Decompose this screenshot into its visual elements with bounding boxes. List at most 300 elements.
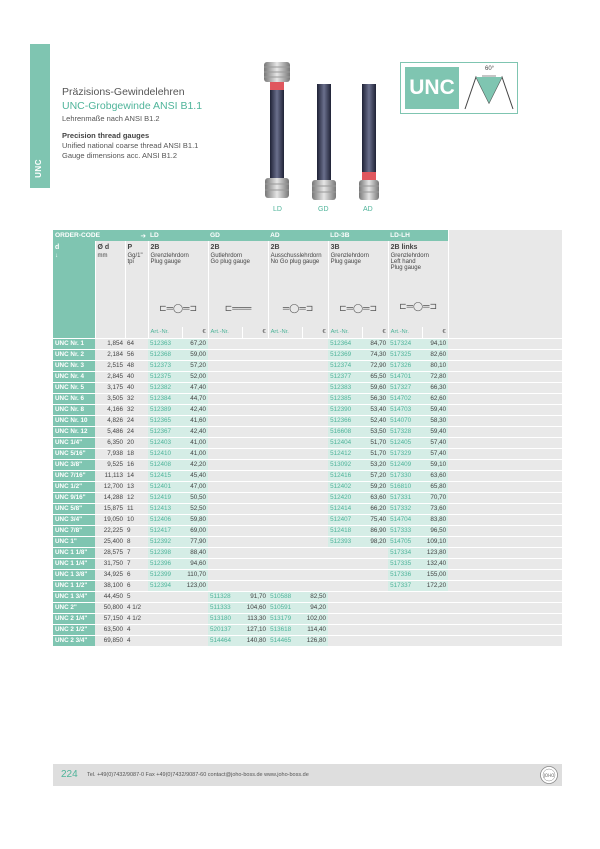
diameter-mm: 15,875 bbox=[95, 503, 125, 514]
col-p-head: P Gg/1" tpi bbox=[125, 241, 148, 327]
art-nr-b3 bbox=[328, 569, 362, 580]
table-row bbox=[53, 547, 562, 558]
price-b3: 59,60 bbox=[362, 382, 388, 393]
row-blank bbox=[448, 569, 562, 580]
pitch-tpi: 24 bbox=[125, 426, 148, 437]
art-nr-b3: 512402 bbox=[328, 481, 362, 492]
price-lh: 72,80 bbox=[422, 371, 448, 382]
diameter-mm: 38,100 bbox=[95, 580, 125, 591]
price-ld: 88,40 bbox=[182, 547, 208, 558]
price-gd: 113,30 bbox=[242, 613, 268, 624]
header-ld-3b: LD-3B bbox=[328, 230, 388, 241]
price-ad bbox=[302, 426, 328, 437]
diameter-mm: 2,515 bbox=[95, 360, 125, 371]
price-ad bbox=[302, 382, 328, 393]
price-lh: 155,00 bbox=[422, 569, 448, 580]
price-ad bbox=[302, 569, 328, 580]
price-lh bbox=[422, 624, 448, 635]
row-blank bbox=[448, 349, 562, 360]
price-ad bbox=[302, 580, 328, 591]
table-row bbox=[53, 613, 562, 624]
pitch-tpi: 12 bbox=[125, 492, 148, 503]
price-ad bbox=[302, 536, 328, 547]
art-nr-ld: 512415 bbox=[148, 470, 182, 481]
thread-size: UNC 3/8" bbox=[53, 459, 95, 470]
gauge-ld-image bbox=[262, 60, 292, 202]
euro-label: € bbox=[422, 327, 448, 338]
art-nr-ld: 512417 bbox=[148, 525, 182, 536]
table-row bbox=[53, 569, 562, 580]
table-row bbox=[53, 426, 562, 437]
art-nr-ld bbox=[148, 624, 182, 635]
art-nr-ad bbox=[268, 371, 302, 382]
diameter-mm: 1,854 bbox=[95, 338, 125, 349]
art-nr-ld: 512384 bbox=[148, 393, 182, 404]
row-blank bbox=[448, 602, 562, 613]
diameter-mm: 31,750 bbox=[95, 558, 125, 569]
gauge-gd-label: GD bbox=[318, 206, 329, 213]
art-nr-b3: 512412 bbox=[328, 448, 362, 459]
unc-badge-label: UNC bbox=[405, 67, 459, 109]
row-blank bbox=[448, 635, 562, 646]
art-nr-ad: 510591 bbox=[268, 602, 302, 613]
price-ld: 110,70 bbox=[182, 569, 208, 580]
art-nr-ad bbox=[268, 525, 302, 536]
art-nr-gd bbox=[208, 437, 242, 448]
thread-size: UNC 5/16" bbox=[53, 448, 95, 459]
table-row bbox=[53, 360, 562, 371]
price-lh: 59,40 bbox=[422, 426, 448, 437]
row-blank bbox=[448, 360, 562, 371]
row-blank bbox=[448, 404, 562, 415]
art-nr-ld bbox=[148, 602, 182, 613]
price-b3: 51,70 bbox=[362, 437, 388, 448]
price-ld: 42,20 bbox=[182, 459, 208, 470]
price-lh: 59,40 bbox=[422, 404, 448, 415]
art-nr-lh: 517332 bbox=[388, 503, 422, 514]
price-lh: 66,30 bbox=[422, 382, 448, 393]
art-nr-b3 bbox=[328, 602, 362, 613]
price-ad: 82,50 bbox=[302, 591, 328, 602]
art-nr-lh: 517337 bbox=[388, 580, 422, 591]
euro-label: € bbox=[182, 327, 208, 338]
thread-size: UNC Nr. 10 bbox=[53, 415, 95, 426]
price-ld: 41,60 bbox=[182, 415, 208, 426]
price-ad bbox=[302, 503, 328, 514]
price-ld: 59,00 bbox=[182, 349, 208, 360]
art-nr-ad bbox=[268, 382, 302, 393]
thread-size: UNC Nr. 1 bbox=[53, 338, 95, 349]
table-row bbox=[53, 558, 562, 569]
art-nr-b3: 512385 bbox=[328, 393, 362, 404]
price-ld bbox=[182, 635, 208, 646]
artnr-label: Art.-Nr. bbox=[388, 327, 422, 338]
price-gd bbox=[242, 426, 268, 437]
table-row bbox=[53, 514, 562, 525]
art-nr-gd bbox=[208, 558, 242, 569]
pitch-tpi: 10 bbox=[125, 514, 148, 525]
table-row bbox=[53, 591, 562, 602]
price-ld: 44,70 bbox=[182, 393, 208, 404]
art-nr-gd bbox=[208, 338, 242, 349]
row-blank bbox=[448, 437, 562, 448]
thread-profile-icon bbox=[463, 73, 515, 111]
price-b3 bbox=[362, 624, 388, 635]
table-row bbox=[53, 371, 562, 382]
price-ad bbox=[302, 448, 328, 459]
pitch-tpi: 16 bbox=[125, 459, 148, 470]
art-nr-ad bbox=[268, 492, 302, 503]
table-row bbox=[53, 393, 562, 404]
price-gd bbox=[242, 525, 268, 536]
art-nr-gd: 514464 bbox=[208, 635, 242, 646]
price-ld: 123,00 bbox=[182, 580, 208, 591]
art-nr-lh: 514701 bbox=[388, 371, 422, 382]
gauge-table bbox=[53, 230, 562, 646]
price-ld: 77,90 bbox=[182, 536, 208, 547]
price-ld bbox=[182, 624, 208, 635]
price-gd bbox=[242, 393, 268, 404]
pitch-tpi: 48 bbox=[125, 360, 148, 371]
price-b3 bbox=[362, 635, 388, 646]
price-gd bbox=[242, 448, 268, 459]
pitch-tpi: 8 bbox=[125, 536, 148, 547]
pitch-tpi: 6 bbox=[125, 569, 148, 580]
table-row bbox=[53, 635, 562, 646]
price-lh: 62,60 bbox=[422, 393, 448, 404]
price-ad bbox=[302, 349, 328, 360]
row-blank bbox=[448, 536, 562, 547]
price-lh: 96,50 bbox=[422, 525, 448, 536]
art-nr-b3: 512374 bbox=[328, 360, 362, 371]
art-nr-ad: 514465 bbox=[268, 635, 302, 646]
art-nr-ad bbox=[268, 514, 302, 525]
nogo-gauge-icon: ═◯═⊐ bbox=[282, 303, 314, 313]
art-nr-ad bbox=[268, 426, 302, 437]
diameter-mm: 3,505 bbox=[95, 393, 125, 404]
group-ld3b-desc: 3B Grenzlehrdorn Plug gauge ⊏═◯═⊐ bbox=[328, 241, 388, 327]
price-gd bbox=[242, 569, 268, 580]
row-blank bbox=[448, 591, 562, 602]
diameter-mm: 57,150 bbox=[95, 613, 125, 624]
group-ldlh-desc: 2B links Grenzlehrdorn Left hand Plug gauge ⊏═◯═⊐ bbox=[388, 241, 448, 327]
diameter-mm: 7,938 bbox=[95, 448, 125, 459]
price-ad: 102,00 bbox=[302, 613, 328, 624]
thread-size: UNC 9/16" bbox=[53, 492, 95, 503]
art-nr-gd bbox=[208, 503, 242, 514]
art-nr-ld: 512399 bbox=[148, 569, 182, 580]
side-tab-label: UNC bbox=[34, 159, 43, 178]
art-nr-b3 bbox=[328, 580, 362, 591]
diameter-mm: 19,050 bbox=[95, 514, 125, 525]
table-blank-col bbox=[448, 230, 562, 338]
price-lh: 123,80 bbox=[422, 547, 448, 558]
art-nr-lh: 517336 bbox=[388, 569, 422, 580]
row-blank bbox=[448, 580, 562, 591]
art-nr-ld bbox=[148, 613, 182, 624]
gauge-ad-label: AD bbox=[363, 206, 373, 213]
art-nr-gd bbox=[208, 569, 242, 580]
art-nr-ld bbox=[148, 635, 182, 646]
price-ld: 52,50 bbox=[182, 503, 208, 514]
thread-size: UNC 1 3/4" bbox=[53, 591, 95, 602]
diameter-mm: 2,184 bbox=[95, 349, 125, 360]
row-blank bbox=[448, 613, 562, 624]
art-nr-ld: 512392 bbox=[148, 536, 182, 547]
art-nr-ld: 512389 bbox=[148, 404, 182, 415]
table-row bbox=[53, 525, 562, 536]
art-nr-lh: 517328 bbox=[388, 426, 422, 437]
price-ld: 42,40 bbox=[182, 426, 208, 437]
price-ad bbox=[302, 481, 328, 492]
table-row bbox=[53, 481, 562, 492]
pitch-tpi: 4 bbox=[125, 635, 148, 646]
row-blank bbox=[448, 426, 562, 437]
diameter-mm: 25,400 bbox=[95, 536, 125, 547]
pitch-tpi: 7 bbox=[125, 558, 148, 569]
row-blank bbox=[448, 503, 562, 514]
heading-en-line3: Gauge dimensions acc. ANSI B1.2 bbox=[62, 151, 178, 160]
price-ld: 47,00 bbox=[182, 481, 208, 492]
euro-label: € bbox=[242, 327, 268, 338]
price-gd bbox=[242, 437, 268, 448]
art-nr-ld: 512398 bbox=[148, 547, 182, 558]
art-nr-b3: 512369 bbox=[328, 349, 362, 360]
price-lh: 172,20 bbox=[422, 580, 448, 591]
pitch-tpi: 13 bbox=[125, 481, 148, 492]
art-nr-b3: 512377 bbox=[328, 371, 362, 382]
price-ad bbox=[302, 547, 328, 558]
row-blank bbox=[448, 514, 562, 525]
table-row bbox=[53, 492, 562, 503]
row-blank bbox=[448, 459, 562, 470]
price-b3 bbox=[362, 591, 388, 602]
art-nr-b3 bbox=[328, 591, 362, 602]
page-title: Präzisions-Gewindelehren bbox=[62, 86, 185, 98]
art-nr-lh: 517330 bbox=[388, 470, 422, 481]
thread-size: UNC 7/8" bbox=[53, 525, 95, 536]
art-nr-ad bbox=[268, 437, 302, 448]
artnr-label: Art.-Nr. bbox=[148, 327, 182, 338]
art-nr-ad bbox=[268, 558, 302, 569]
price-b3: 75,40 bbox=[362, 514, 388, 525]
table-row bbox=[53, 382, 562, 393]
art-nr-ld: 512382 bbox=[148, 382, 182, 393]
price-b3: 52,40 bbox=[362, 415, 388, 426]
diameter-mm: 6,350 bbox=[95, 437, 125, 448]
price-ld: 69,00 bbox=[182, 525, 208, 536]
price-gd bbox=[242, 514, 268, 525]
artnr-label: Art.-Nr. bbox=[208, 327, 242, 338]
pitch-tpi: 5 bbox=[125, 591, 148, 602]
price-lh bbox=[422, 613, 448, 624]
art-nr-b3 bbox=[328, 547, 362, 558]
art-nr-lh: 517325 bbox=[388, 349, 422, 360]
art-nr-gd bbox=[208, 481, 242, 492]
price-gd bbox=[242, 415, 268, 426]
row-blank bbox=[448, 525, 562, 536]
price-lh: 57,40 bbox=[422, 437, 448, 448]
art-nr-b3: 512416 bbox=[328, 470, 362, 481]
price-b3 bbox=[362, 558, 388, 569]
price-b3: 59,20 bbox=[362, 481, 388, 492]
diameter-mm: 44,450 bbox=[95, 591, 125, 602]
art-nr-gd: 520137 bbox=[208, 624, 242, 635]
art-nr-ad bbox=[268, 448, 302, 459]
pitch-tpi: 6 bbox=[125, 580, 148, 591]
table-row bbox=[53, 580, 562, 591]
price-ad: 94,20 bbox=[302, 602, 328, 613]
thread-size: UNC 2" bbox=[53, 602, 95, 613]
thread-size: UNC Nr. 6 bbox=[53, 393, 95, 404]
pitch-tpi: 4 bbox=[125, 624, 148, 635]
artnr-label: Art.-Nr. bbox=[328, 327, 362, 338]
art-nr-ld bbox=[148, 591, 182, 602]
price-lh: 63,60 bbox=[422, 470, 448, 481]
svg-text:JOHO: JOHO bbox=[543, 773, 555, 778]
row-blank bbox=[448, 382, 562, 393]
price-ld: 41,00 bbox=[182, 448, 208, 459]
art-nr-ad bbox=[268, 580, 302, 591]
art-nr-gd bbox=[208, 580, 242, 591]
price-ld: 57,20 bbox=[182, 360, 208, 371]
price-gd bbox=[242, 558, 268, 569]
diameter-mm: 4,166 bbox=[95, 404, 125, 415]
table-row bbox=[53, 602, 562, 613]
price-ad bbox=[302, 404, 328, 415]
art-nr-gd bbox=[208, 426, 242, 437]
art-nr-b3: 512383 bbox=[328, 382, 362, 393]
art-nr-b3 bbox=[328, 613, 362, 624]
art-nr-b3: 512404 bbox=[328, 437, 362, 448]
page-subtitle: UNC-Grobgewinde ANSI B1.1 bbox=[62, 100, 203, 112]
heading-en-title: Precision thread gauges bbox=[62, 131, 150, 140]
gauge-ad-image bbox=[354, 82, 384, 202]
price-b3: 57,20 bbox=[362, 470, 388, 481]
art-nr-lh bbox=[388, 602, 422, 613]
art-nr-ld: 512419 bbox=[148, 492, 182, 503]
thread-size: UNC Nr. 12 bbox=[53, 426, 95, 437]
thread-size: UNC Nr. 5 bbox=[53, 382, 95, 393]
art-nr-ad bbox=[268, 547, 302, 558]
thread-angle-label: 60° bbox=[485, 66, 495, 72]
art-nr-b3: 516608 bbox=[328, 426, 362, 437]
price-gd bbox=[242, 371, 268, 382]
price-b3 bbox=[362, 580, 388, 591]
pitch-tpi: 18 bbox=[125, 448, 148, 459]
diameter-mm: 50,800 bbox=[95, 602, 125, 613]
art-nr-lh: 517333 bbox=[388, 525, 422, 536]
pitch-tpi: 14 bbox=[125, 470, 148, 481]
art-nr-ad bbox=[268, 459, 302, 470]
pitch-tpi: 9 bbox=[125, 525, 148, 536]
price-gd bbox=[242, 338, 268, 349]
art-nr-ld: 512375 bbox=[148, 371, 182, 382]
price-ld: 52,00 bbox=[182, 371, 208, 382]
thread-size: UNC 1 1/2" bbox=[53, 580, 95, 591]
diameter-mm: 11,113 bbox=[95, 470, 125, 481]
plug-gauge-icon: ⊏═◯═⊐ bbox=[159, 303, 197, 313]
col-d-head: d ↓ bbox=[53, 241, 95, 327]
price-lh: 73,60 bbox=[422, 503, 448, 514]
price-ld bbox=[182, 613, 208, 624]
art-nr-ld: 512403 bbox=[148, 437, 182, 448]
thread-size: UNC 1/2" bbox=[53, 481, 95, 492]
euro-label: € bbox=[302, 327, 328, 338]
art-nr-ad: 513179 bbox=[268, 613, 302, 624]
price-ad bbox=[302, 437, 328, 448]
price-ad bbox=[302, 514, 328, 525]
pitch-tpi: 32 bbox=[125, 393, 148, 404]
diameter-mm: 34,925 bbox=[95, 569, 125, 580]
art-nr-b3: 512420 bbox=[328, 492, 362, 503]
euro-label: € bbox=[362, 327, 388, 338]
unc-badge bbox=[400, 62, 518, 114]
art-nr-b3: 512418 bbox=[328, 525, 362, 536]
price-b3: 51,70 bbox=[362, 448, 388, 459]
price-b3 bbox=[362, 613, 388, 624]
row-blank bbox=[448, 481, 562, 492]
art-nr-gd bbox=[208, 514, 242, 525]
price-gd bbox=[242, 503, 268, 514]
price-lh: 132,40 bbox=[422, 558, 448, 569]
table-row bbox=[53, 415, 562, 426]
diameter-mm: 5,486 bbox=[95, 426, 125, 437]
art-nr-ld: 512394 bbox=[148, 580, 182, 591]
art-nr-lh bbox=[388, 613, 422, 624]
art-nr-b3: 512366 bbox=[328, 415, 362, 426]
price-gd bbox=[242, 404, 268, 415]
price-ld: 41,00 bbox=[182, 437, 208, 448]
price-gd bbox=[242, 536, 268, 547]
art-nr-gd bbox=[208, 371, 242, 382]
gauge-gd-image bbox=[309, 82, 339, 202]
table-row bbox=[53, 470, 562, 481]
art-nr-ad bbox=[268, 536, 302, 547]
price-b3: 53,40 bbox=[362, 404, 388, 415]
price-ad bbox=[302, 360, 328, 371]
art-nr-lh: 516810 bbox=[388, 481, 422, 492]
art-nr-ld: 512408 bbox=[148, 459, 182, 470]
thread-size: UNC 1 3/8" bbox=[53, 569, 95, 580]
row-blank bbox=[448, 492, 562, 503]
art-nr-gd bbox=[208, 382, 242, 393]
footer-contact: Tel. +49(0)7432/9087-0 Fax +49(0)7432/9087-60 contact@joho-boss.de www.joho-boss.de bbox=[87, 772, 309, 778]
art-nr-gd bbox=[208, 393, 242, 404]
table-row bbox=[53, 404, 562, 415]
thread-size: UNC 7/16" bbox=[53, 470, 95, 481]
price-lh: 70,70 bbox=[422, 492, 448, 503]
art-nr-lh: 512405 bbox=[388, 437, 422, 448]
price-lh: 94,10 bbox=[422, 338, 448, 349]
art-nr-lh: 514703 bbox=[388, 404, 422, 415]
price-ad bbox=[302, 393, 328, 404]
price-ad: 126,80 bbox=[302, 635, 328, 646]
price-lh: 59,10 bbox=[422, 459, 448, 470]
art-nr-lh: 514704 bbox=[388, 514, 422, 525]
art-nr-lh: 517324 bbox=[388, 338, 422, 349]
table-row bbox=[53, 448, 562, 459]
art-nr-gd bbox=[208, 360, 242, 371]
art-nr-gd bbox=[208, 525, 242, 536]
price-lh bbox=[422, 591, 448, 602]
art-nr-gd: 511333 bbox=[208, 602, 242, 613]
price-ad bbox=[302, 338, 328, 349]
pitch-tpi: 24 bbox=[125, 415, 148, 426]
art-nr-ad bbox=[268, 360, 302, 371]
art-nr-ld: 512373 bbox=[148, 360, 182, 371]
art-nr-lh: 514070 bbox=[388, 415, 422, 426]
